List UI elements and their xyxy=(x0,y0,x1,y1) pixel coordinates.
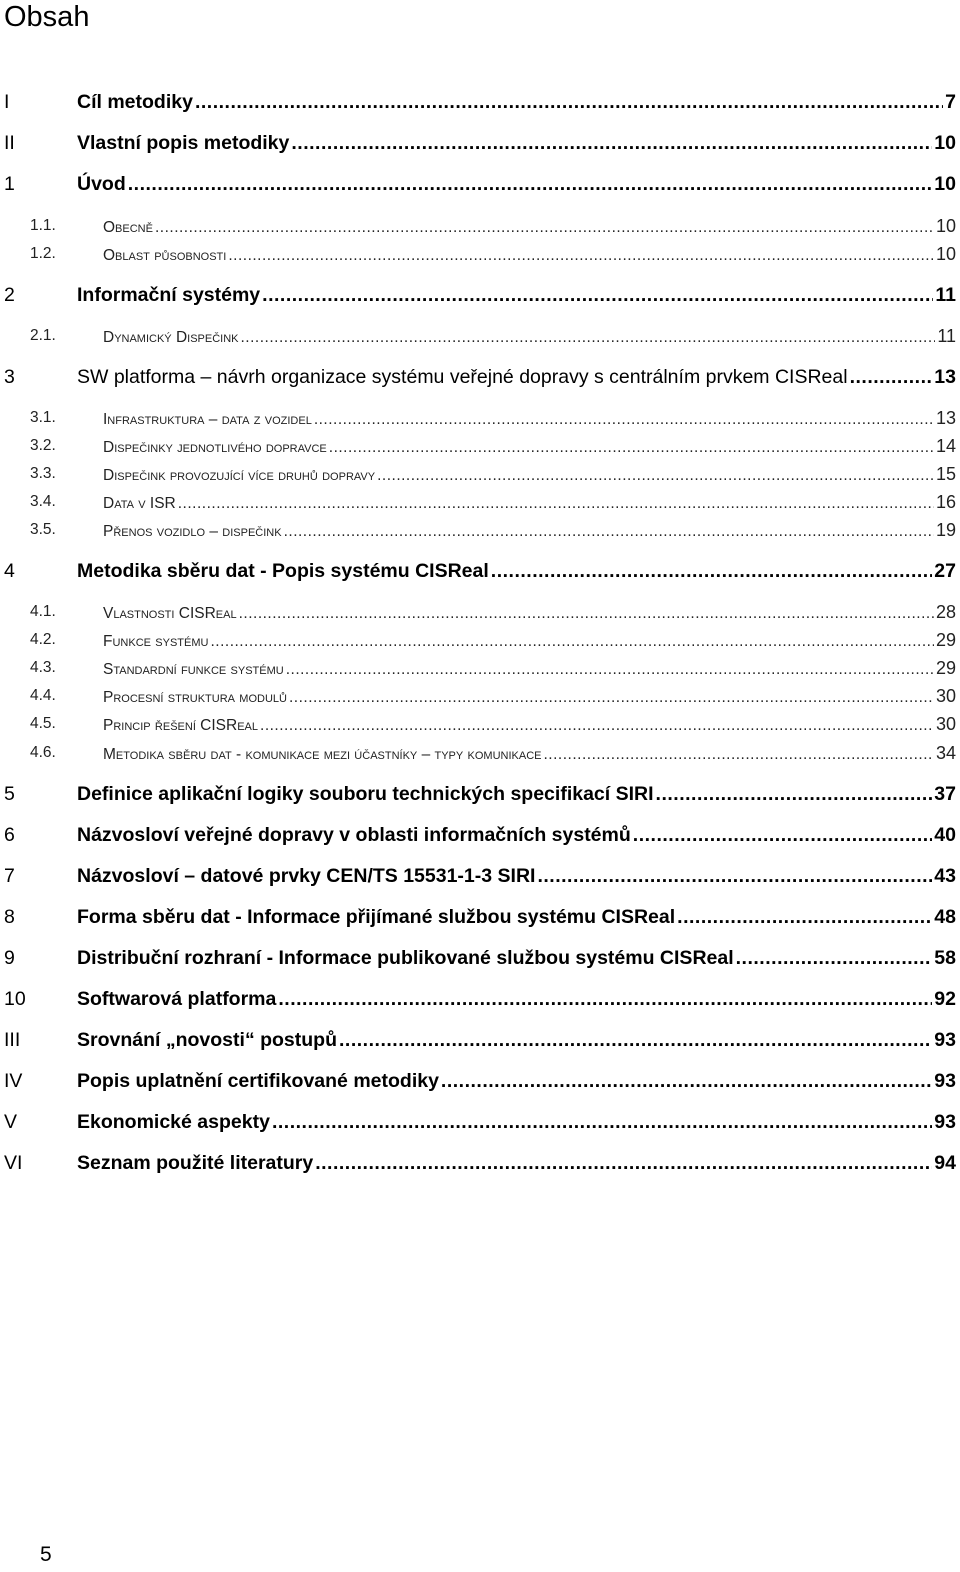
toc-entry-title: Infrastruktura – data z vozidel xyxy=(103,410,312,428)
toc-entry-page: 34 xyxy=(935,742,956,763)
toc-entry-number: 3 xyxy=(4,365,15,388)
toc-entry[interactable] xyxy=(0,1026,956,1054)
toc-entry-title: Popis uplatnění certifikované metodiky xyxy=(77,1069,439,1092)
toc-entry[interactable] xyxy=(0,626,956,654)
toc-entry-title: SW platforma – návrh organizace systému veřejné dopravy s centrálním prvkem CISReal xyxy=(77,365,848,388)
toc-entry-page: 29 xyxy=(935,629,956,650)
toc-entry[interactable] xyxy=(0,821,956,849)
toc-entry[interactable] xyxy=(0,903,956,931)
toc-entry-page: 30 xyxy=(935,685,956,706)
toc-entry[interactable] xyxy=(0,862,956,890)
toc-dot-leader xyxy=(633,824,933,847)
toc-entry-body xyxy=(77,366,956,389)
toc-entry-page: 19 xyxy=(935,519,956,540)
toc-entry-body xyxy=(77,560,956,583)
toc-dot-leader xyxy=(178,495,934,513)
toc-dot-leader xyxy=(210,633,934,651)
toc-entry-number: 9 xyxy=(4,946,15,969)
toc-entry-number: 2.1. xyxy=(30,327,56,344)
toc-entry-body xyxy=(77,865,956,888)
toc-entry-page: 7 xyxy=(945,90,956,113)
toc-dot-leader xyxy=(286,661,934,679)
toc-entry-body xyxy=(103,216,956,237)
toc-entry-page: 16 xyxy=(935,491,956,512)
toc-entry-number: 5 xyxy=(4,782,15,805)
toc-entry-body xyxy=(103,686,956,707)
toc-entry-title: Informační systémy xyxy=(77,283,261,306)
page-number: 5 xyxy=(40,1543,52,1566)
toc-dot-leader xyxy=(155,219,934,237)
toc-entry-title: Princip řešení CISReal xyxy=(103,716,259,734)
toc-dot-leader xyxy=(736,947,933,970)
toc-entry-title: Forma sběru dat - Informace přijímané službou systému CISReal xyxy=(77,905,676,928)
toc-dot-leader xyxy=(128,173,933,196)
toc-entry-number: 3.3. xyxy=(30,465,56,482)
toc-entry[interactable] xyxy=(0,363,956,391)
toc-entry-body xyxy=(103,244,956,265)
toc-entry-title: Úvod xyxy=(77,172,126,195)
toc-entry-body xyxy=(77,284,956,307)
toc-entry-number: V xyxy=(4,1110,18,1133)
toc-entry-page: 43 xyxy=(934,864,956,887)
toc-entry-body xyxy=(103,630,956,651)
toc-dot-leader xyxy=(260,717,934,735)
toc-entry-body xyxy=(103,326,956,347)
toc-entry-page: 28 xyxy=(935,601,956,622)
toc-entry-body xyxy=(77,1111,956,1134)
toc-entry[interactable] xyxy=(0,1067,956,1095)
toc-dot-leader xyxy=(241,329,936,347)
toc-dot-leader xyxy=(329,439,934,457)
toc-entry-title: Standardní funkce systému xyxy=(103,660,284,678)
toc-entry-body xyxy=(77,824,956,847)
toc-entry-title: Metodika sběru dat - Popis systému CISReal xyxy=(77,559,489,582)
toc-entry-page: 27 xyxy=(934,559,956,582)
toc-entry-title: Dispečink provozující více druhů dopravy xyxy=(103,466,376,484)
toc-entry-page: 48 xyxy=(934,905,956,928)
toc-entry-title: Srovnání „novosti“ postupů xyxy=(77,1028,338,1051)
toc-entry-title: Vlastní popis metodiky xyxy=(77,131,290,154)
toc-entry[interactable] xyxy=(0,944,956,972)
toc-dot-leader xyxy=(315,1152,932,1175)
toc-entry-number: VI xyxy=(4,1151,23,1174)
toc-entry-title: Přenos vozidlo – dispečink xyxy=(103,522,282,540)
toc-dot-leader xyxy=(441,1070,932,1093)
toc-entry-title: Dynamický Dispečink xyxy=(103,328,239,346)
toc-entry-number: II xyxy=(4,131,15,154)
toc-entry-page: 11 xyxy=(937,325,956,346)
toc-dot-leader xyxy=(677,906,932,929)
toc-entry-page: 58 xyxy=(934,946,956,969)
toc-entry-number: 1.1. xyxy=(30,217,56,234)
toc-dot-leader xyxy=(278,988,932,1011)
toc-entry-number: 1 xyxy=(4,172,15,195)
toc-entry[interactable] xyxy=(0,1149,956,1177)
toc-entry-body xyxy=(77,1029,956,1052)
toc-entry-body xyxy=(77,1152,956,1175)
toc-entry-title: Distribuční rozhraní - Informace publikované službou systému CISReal xyxy=(77,946,734,969)
toc-entry-body xyxy=(77,91,956,114)
toc-entry-body xyxy=(77,173,956,196)
toc-entry[interactable] xyxy=(0,985,956,1013)
toc-dot-leader xyxy=(537,865,932,888)
toc-entry[interactable] xyxy=(0,654,956,682)
toc-dot-leader xyxy=(491,560,933,583)
toc-entry-number: I xyxy=(4,90,10,113)
toc-entry[interactable] xyxy=(0,432,956,460)
toc-entry[interactable] xyxy=(0,460,956,488)
toc-dot-leader xyxy=(377,467,934,485)
toc-entry-number: 3.5. xyxy=(30,521,56,538)
toc-entry-page: 30 xyxy=(935,713,956,734)
toc-entry-body xyxy=(103,436,956,457)
toc-entry-body xyxy=(77,132,956,155)
toc-entry-page: 37 xyxy=(934,782,956,805)
toc-entry[interactable] xyxy=(0,129,956,157)
toc-entry-title: Vlastnosti CISReal xyxy=(103,604,237,622)
toc-entry[interactable] xyxy=(0,598,956,626)
toc-entry-page: 10 xyxy=(934,131,956,154)
toc-entry-number: IV xyxy=(4,1069,23,1092)
toc-entry[interactable] xyxy=(0,488,956,516)
toc-entry-number: 6 xyxy=(4,823,15,846)
toc-dot-leader xyxy=(339,1029,932,1052)
toc-entry-title: Oblast působnosti xyxy=(103,246,227,264)
toc-dot-leader xyxy=(262,284,933,307)
toc-entry-body xyxy=(103,602,956,623)
toc-entry-body xyxy=(103,658,956,679)
toc-entry-title: Cíl metodiky xyxy=(77,90,193,113)
toc-entry-number: III xyxy=(4,1028,21,1051)
toc-entry-page: 13 xyxy=(934,365,956,388)
toc-entry-body xyxy=(103,464,956,485)
toc-entry[interactable] xyxy=(0,88,956,116)
toc-dot-leader xyxy=(544,746,934,764)
toc-entry[interactable] xyxy=(0,516,956,544)
toc-entry-page: 14 xyxy=(935,435,956,456)
toc-dot-leader xyxy=(314,411,934,429)
toc-entry-number: 3.1. xyxy=(30,409,56,426)
toc-dot-leader xyxy=(272,1111,932,1134)
toc-entry[interactable] xyxy=(0,710,956,738)
toc-dot-leader xyxy=(291,132,932,155)
toc-dot-leader xyxy=(239,605,934,623)
toc-entry-number: 4.4. xyxy=(30,687,56,704)
toc-dot-leader xyxy=(228,247,934,265)
toc-entry-page: 93 xyxy=(934,1069,956,1092)
toc-entry-body xyxy=(77,783,956,806)
toc-dot-leader xyxy=(656,783,933,806)
toc-entry-title: Obecně xyxy=(103,218,153,236)
toc-entry-title: Názvosloví – datové prvky CEN/TS 15531-1-3 SIRI xyxy=(77,864,536,887)
toc-entry[interactable] xyxy=(0,780,956,808)
toc-entry-title: Názvosloví veřejné dopravy v oblasti informačních systémů xyxy=(77,823,631,846)
toc-entry-title: Dispečinky jednotlivého dopravce xyxy=(103,438,327,456)
toc-entry-page: 11 xyxy=(935,283,956,306)
toc-entry-number: 4.3. xyxy=(30,659,56,676)
toc-entry[interactable] xyxy=(0,240,956,268)
toc-entry-body xyxy=(77,906,956,929)
toc-entry-number: 2 xyxy=(4,283,15,306)
toc-entry-number: 4 xyxy=(4,559,15,582)
toc-entry-title: Metodika sběru dat - komunikace mezi účastníky – typy komunikace xyxy=(103,745,542,763)
toc-entry-number: 1.2. xyxy=(30,245,56,262)
toc-entry[interactable] xyxy=(0,1108,956,1136)
toc-entry-page: 15 xyxy=(935,463,956,484)
toc-dot-leader xyxy=(284,523,934,541)
toc-entry-number: 7 xyxy=(4,864,15,887)
toc-entry-title: Data v ISR xyxy=(103,494,176,512)
toc-entry-body xyxy=(103,520,956,541)
toc-entry-page: 10 xyxy=(934,172,956,195)
toc-dot-leader xyxy=(289,689,934,707)
toc-entry-title: Definice aplikační logiky souboru technických specifikací SIRI xyxy=(77,782,654,805)
toc-entry-number: 4.1. xyxy=(30,603,56,620)
toc-entry-body xyxy=(103,743,956,764)
toc-entry-page: 10 xyxy=(935,243,956,264)
toc-entry-title: Softwarová platforma xyxy=(77,987,277,1010)
toc-entry-page: 93 xyxy=(934,1110,956,1133)
toc-entry-number: 8 xyxy=(4,905,15,928)
toc-entry[interactable] xyxy=(0,322,956,350)
toc-entry-title: Procesní struktura modulů xyxy=(103,688,287,706)
toc-entry[interactable] xyxy=(0,682,956,710)
toc-entry-number: 4.5. xyxy=(30,715,56,732)
toc-entry-page: 93 xyxy=(934,1028,956,1051)
toc-entry[interactable] xyxy=(0,739,956,767)
toc-entry-number: 3.4. xyxy=(30,493,56,510)
toc-dot-leader xyxy=(850,366,933,389)
toc-entry-body xyxy=(77,988,956,1011)
toc-entry-page: 10 xyxy=(935,215,956,236)
toc-entry-title: Seznam použité literatury xyxy=(77,1151,314,1174)
toc-entry[interactable] xyxy=(0,170,956,198)
toc-entry-body xyxy=(103,714,956,735)
toc-entry-title: Ekonomické aspekty xyxy=(77,1110,270,1133)
toc-entry-page: 40 xyxy=(934,823,956,846)
toc-entry-body xyxy=(77,947,956,970)
toc-dot-leader xyxy=(195,91,943,114)
toc-entry-number: 4.2. xyxy=(30,631,56,648)
toc-entry[interactable] xyxy=(0,281,956,309)
toc-entry-page: 13 xyxy=(935,407,956,428)
toc-entry-number: 3.2. xyxy=(30,437,56,454)
toc-entry-title: Funkce systému xyxy=(103,632,209,650)
toc-entry-page: 94 xyxy=(934,1151,956,1174)
toc-entry-page: 92 xyxy=(934,987,956,1010)
toc-entry-body xyxy=(103,408,956,429)
toc-entry-body xyxy=(103,492,956,513)
toc-entry-body xyxy=(77,1070,956,1093)
toc-entry-page: 29 xyxy=(935,657,956,678)
toc-entry-number: 10 xyxy=(4,987,26,1010)
toc-entry[interactable] xyxy=(0,404,956,432)
toc-entry[interactable] xyxy=(0,212,956,240)
toc-entry[interactable] xyxy=(0,557,956,585)
page-title: Obsah xyxy=(4,1,90,33)
toc-entry-number: 4.6. xyxy=(30,744,56,761)
